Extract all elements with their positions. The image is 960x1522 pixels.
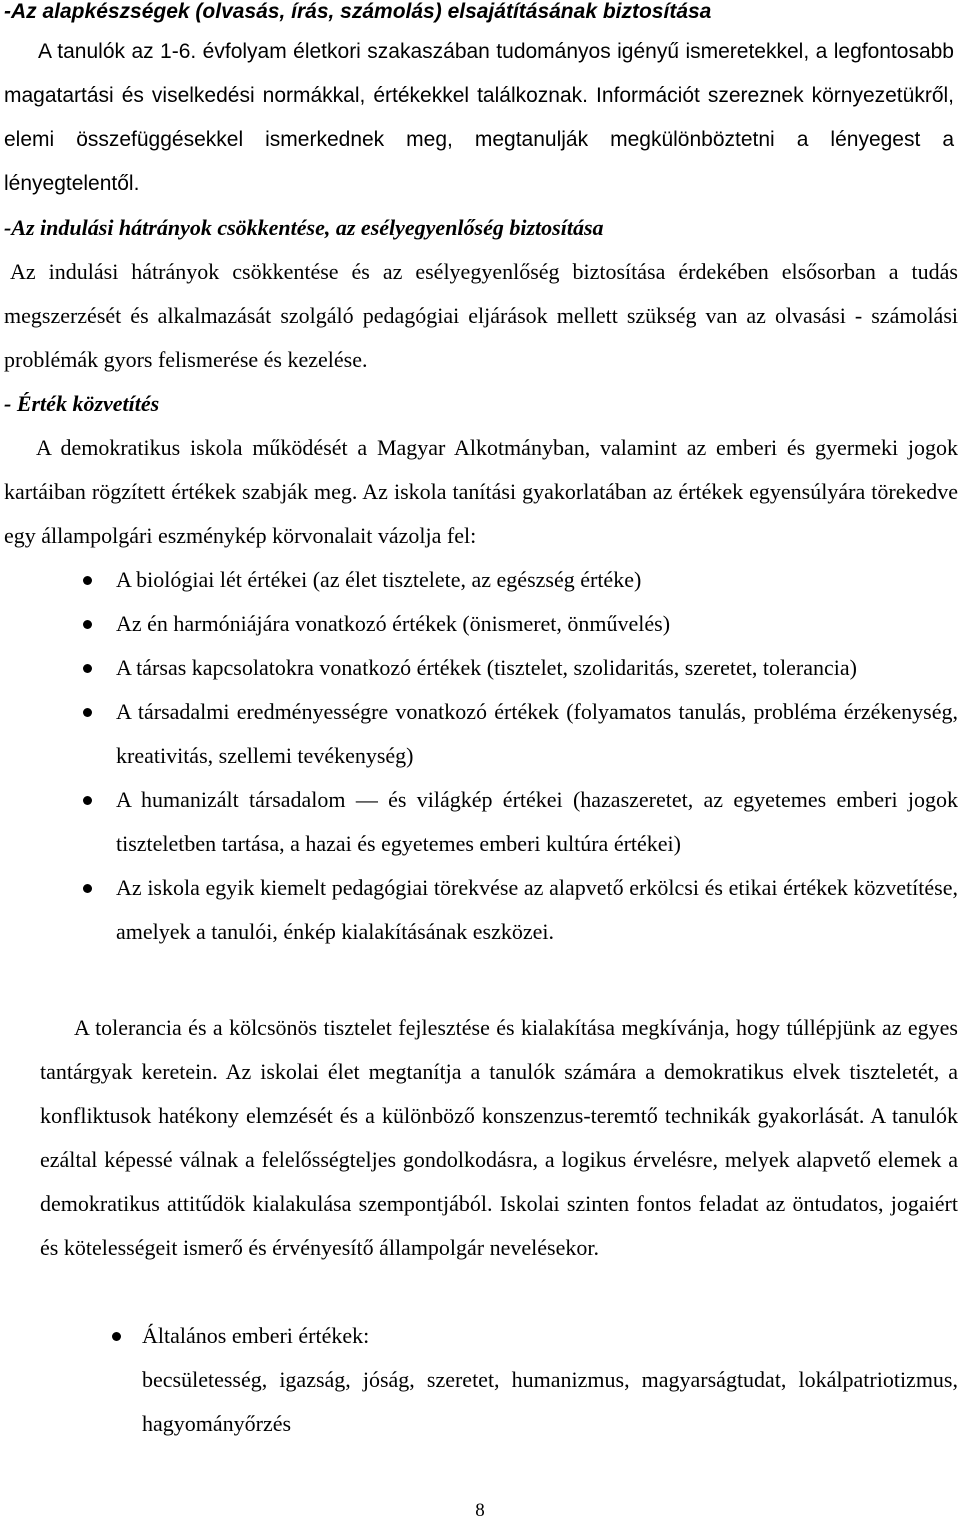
bullet-icon bbox=[83, 708, 92, 717]
list-item-text: A humanizált társadalom — és világkép értékei (hazaszeretet, az egyetemes emberi jogok tiszteletben tartása, a hazai és egyetemes emberi kultúra értékei) bbox=[116, 787, 958, 856]
list-item bbox=[116, 602, 958, 646]
section-heading-ertek: - Érték közvetítés bbox=[4, 391, 160, 416]
bullet-icon bbox=[83, 796, 92, 805]
bullet-icon bbox=[83, 620, 92, 629]
list-item bbox=[116, 690, 958, 778]
list-item bbox=[116, 866, 958, 954]
list-item bbox=[116, 558, 958, 602]
bullet-icon bbox=[83, 884, 92, 893]
list-item-text: Az iskola egyik kiemelt pedagógiai törekvése az alapvető erkölcsi és etikai értékek közvetítése, amelyek a tanulói, énkép kialakításának eszközei. bbox=[116, 875, 958, 944]
paragraph-alapkeszsegek: A tanulók az 1-6. évfolyam életkori szakaszában tudományos igényű ismeretekkel, a legfontosabb magatartási és viselkedési normákkal, értékekkel találkoznak. Információt szereznek környezetükről, elemi összefüggésekkel ismerkednek meg, megtanulják megkülönböztetni a lényegest a lényegtelentől. bbox=[4, 40, 954, 195]
page-number: 8 bbox=[475, 1500, 485, 1521]
list-item-text: A társadalmi eredményességre vonatkozó értékek (folyamatos tanulás, probléma érzékenység, kreativitás, szellemi tevékenység) bbox=[116, 699, 958, 768]
paragraph-hatranyok: Az indulási hátrányok csökkentése és az esélyegyenlőség biztosítása érdekében elsősorban a tudás megszerzését és alkalmazását szolgáló pedagógiai eljárások mellett szükség van az olvasási - számolási problémák gyors felismerése és kezelése. bbox=[4, 259, 958, 372]
bullet-icon bbox=[83, 576, 92, 585]
list-item-text: Az én harmóniájára vonatkozó értékek (önismeret, önművelés) bbox=[116, 611, 671, 636]
paragraph-tolerancia: A tolerancia és a kölcsönös tisztelet fejlesztése és kialakítása megkívánja, hogy túllépjünk az egyes tantárgyak keretein. Az iskolai élet megtanítja a tanulók számára a demokratikus elvek tiszteletét, a konfliktusok hatékony elemzését és a különböző konszenzus-teremtő technikák gyakorlását. A tanulók ezáltal képessé válnak a felelősségteljes gondolkodásra, a logikus érvelésre, melyek alapvető elemek a demokratikus attitűdök kialakulása szempontjából. Iskolai szinten fontos feladat az öntudatos, jogaiért és kötelességeit ismerő és érvényesítő állampolgár nevelésekor. bbox=[40, 1015, 958, 1260]
bullet-icon bbox=[83, 664, 92, 673]
value-bullet-list bbox=[116, 558, 958, 954]
section-heading-hatranyok: -Az indulási hátrányok csökkentése, az esélyegyenlőség biztosítása bbox=[4, 215, 604, 240]
section-heading-alapkeszsegek: -Az alapkészségek (olvasás, írás, számolás) elsajátításának biztosítása bbox=[4, 0, 712, 23]
paragraph-ertek: A demokratikus iskola működését a Magyar Alkotmányban, valamint az emberi és gyermeki jogok kartáiban rögzített értékek szabják meg. Az iskola tanítási gyakorlatában az értékek egyensúlyára törekedve egy állampolgári eszménykép körvonalait vázolja fel: bbox=[4, 435, 958, 548]
list-item-text: A társas kapcsolatokra vonatkozó értékek (tisztelet, szolidaritás, szeretet, tolerancia) bbox=[116, 655, 857, 680]
bullet-icon bbox=[112, 1332, 121, 1341]
list-item-text: A biológiai lét értékei (az élet tisztelete, az egészség értéke) bbox=[116, 567, 642, 592]
list-item bbox=[116, 778, 958, 866]
general-values-label: Általános emberi értékek: bbox=[142, 1323, 370, 1348]
list-item bbox=[116, 646, 958, 690]
general-values-text: becsületesség, igazság, jóság, szeretet, humanizmus, magyarságtudat, lokálpatriotizmus, hagyományőrzés bbox=[142, 1367, 958, 1436]
general-values-item bbox=[142, 1314, 958, 1446]
